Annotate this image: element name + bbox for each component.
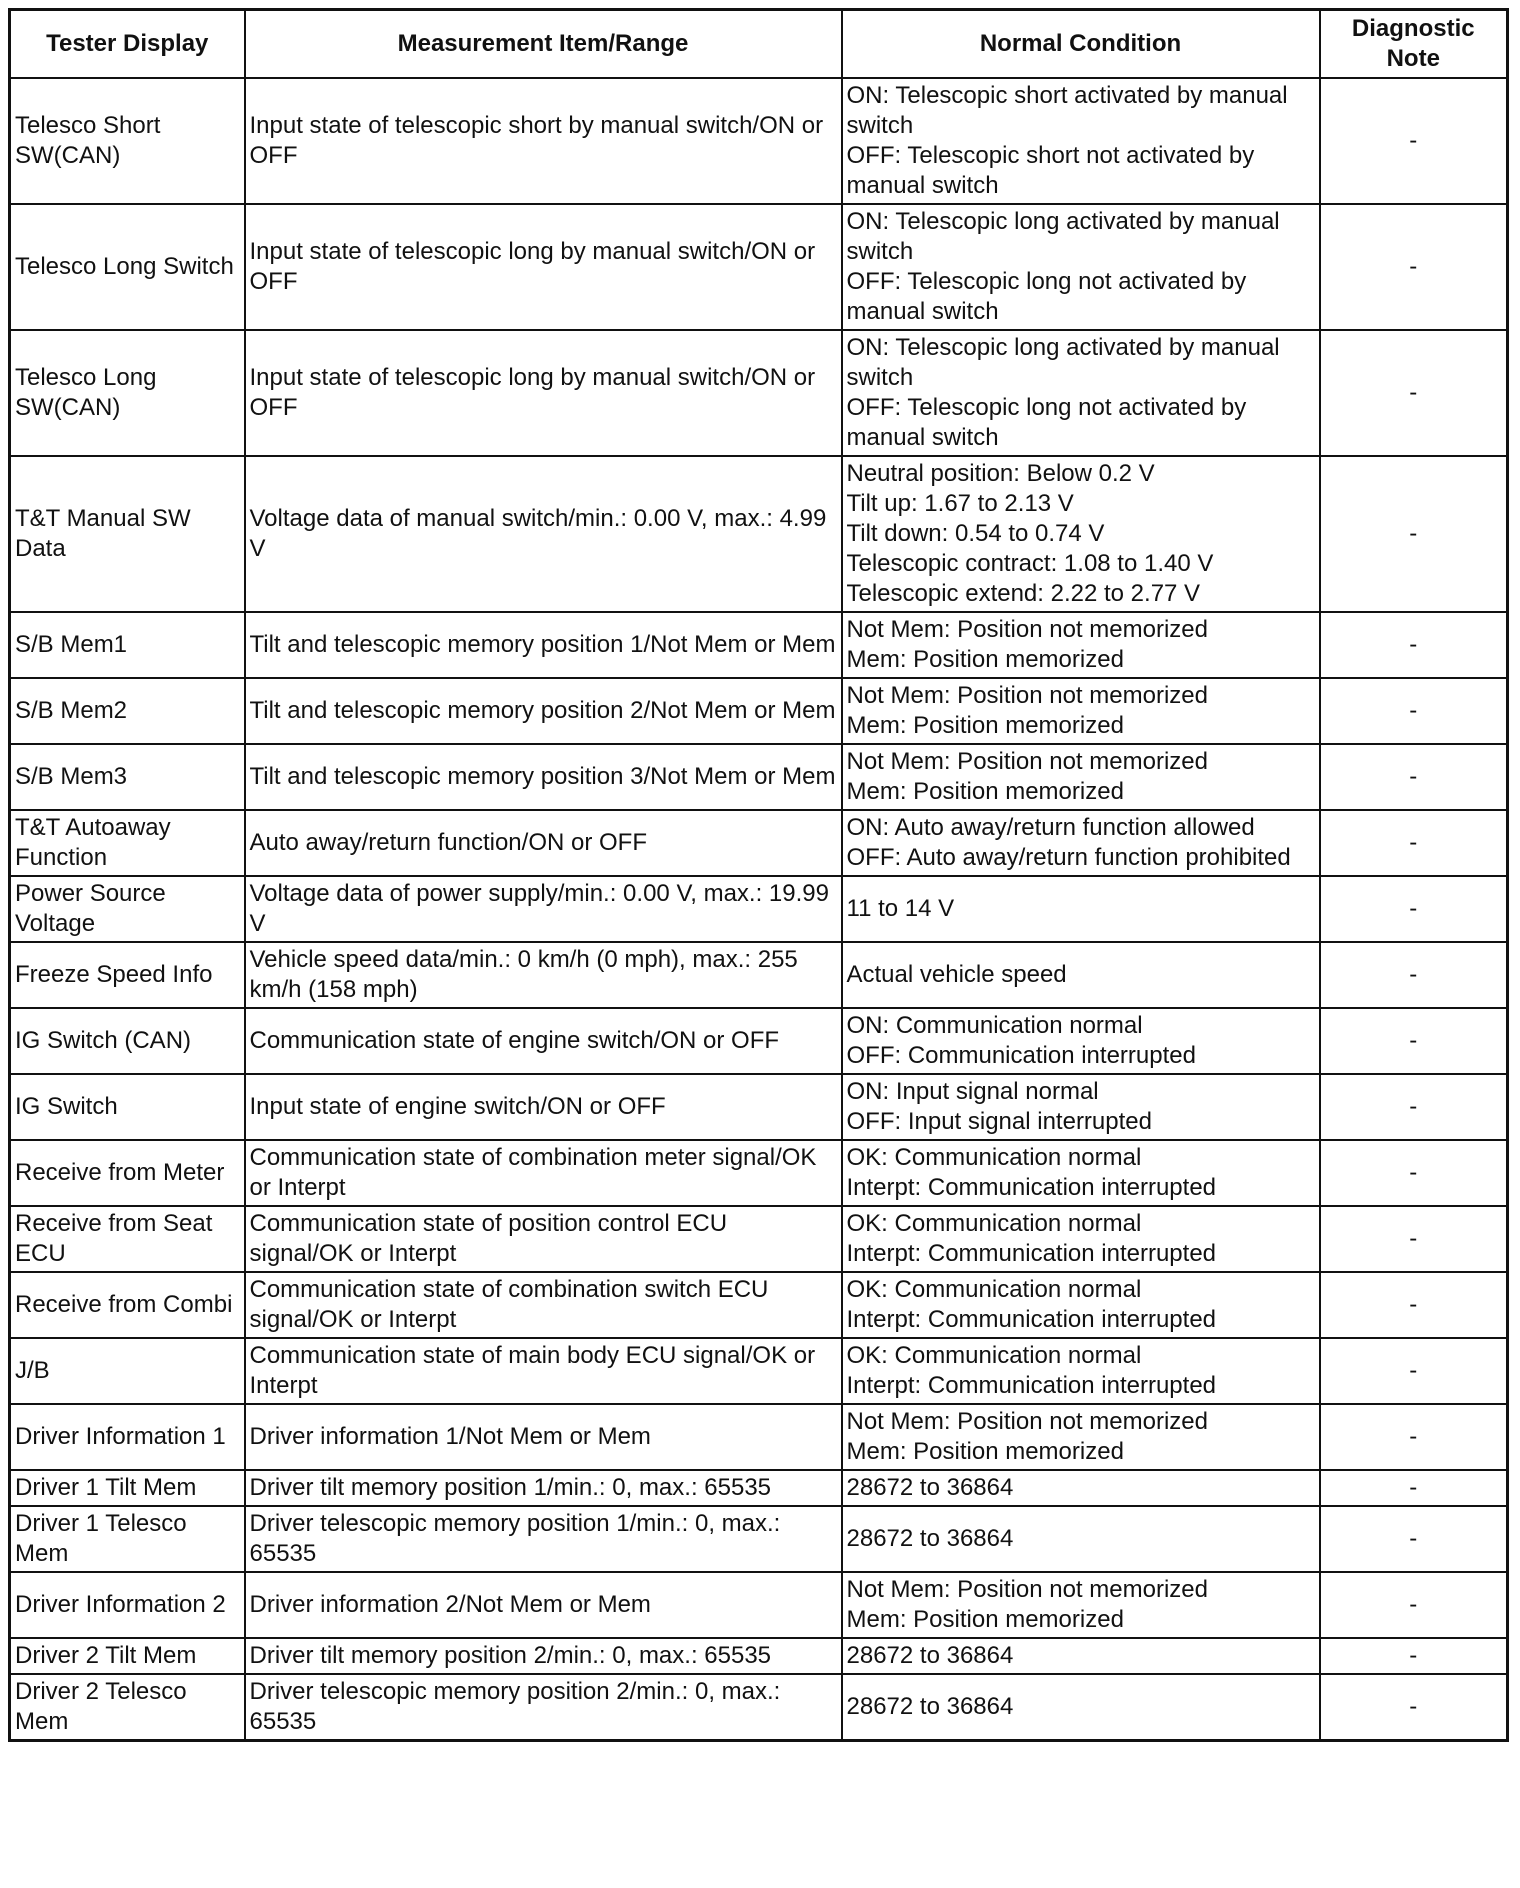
diagnostic-note-cell: - [1320, 204, 1508, 330]
diagnostic-note-cell: - [1320, 1206, 1508, 1272]
data-list-sheet [8, 8, 1506, 1742]
normal-condition-cell [842, 1506, 1320, 1572]
normal-condition-line: Tilt down: 0.54 to 0.74 V [846, 520, 1105, 547]
normal-condition-line: Mem: Position memorized [846, 1438, 1124, 1465]
tester-display-cell: Driver 2 Telesco Mem [10, 1674, 245, 1741]
measurement-item-cell: Auto away/return function/ON or OFF [245, 810, 842, 876]
tester-display-cell: Telesco Long SW(CAN) [10, 330, 245, 456]
table-row [10, 1206, 1508, 1272]
normal-condition-line: Neutral position: Below 0.2 V [846, 460, 1155, 487]
normal-condition-line: OFF: Communication interrupted [846, 1042, 1196, 1069]
normal-condition-line: Not Mem: Position not memorized [846, 1408, 1208, 1435]
normal-condition-line: 28672 to 36864 [846, 1474, 1014, 1501]
measurement-item-cell: Input state of telescopic long by manual switch/ON or OFF [245, 330, 842, 456]
table-row [10, 744, 1508, 810]
diagnostic-note-cell: - [1320, 1674, 1508, 1741]
measurement-item-cell: Voltage data of manual switch/min.: 0.00 V, max.: 4.99 V [245, 456, 842, 612]
normal-condition-cell [842, 1572, 1320, 1638]
table-row [10, 678, 1508, 744]
tester-display-cell: Driver Information 2 [10, 1572, 245, 1638]
table-row [10, 942, 1508, 1008]
tester-display-cell: Driver 2 Tilt Mem [10, 1638, 245, 1674]
table-row [10, 1470, 1508, 1506]
normal-condition-line: OFF: Input signal interrupted [846, 1108, 1152, 1135]
tester-display-cell: T&T Autoaway Function [10, 810, 245, 876]
normal-condition-line: Not Mem: Position not memorized [846, 616, 1208, 643]
normal-condition-line: ON: Telescopic long activated by manual switch [846, 208, 1280, 265]
normal-condition-line: Interpt: Communication interrupted [846, 1306, 1217, 1333]
diagnostic-note-cell: - [1320, 1404, 1508, 1470]
normal-condition-cell [842, 1206, 1320, 1272]
normal-condition-line: Mem: Position memorized [846, 712, 1124, 739]
measurement-item-cell: Communication state of main body ECU signal/OK or Interpt [245, 1338, 842, 1404]
normal-condition-line: Actual vehicle speed [846, 961, 1067, 988]
table-row [10, 1008, 1508, 1074]
tester-display-cell: J/B [10, 1338, 245, 1404]
measurement-item-cell: Driver telescopic memory position 1/min.: 0, max.: 65535 [245, 1506, 842, 1572]
normal-condition-cell [842, 1008, 1320, 1074]
measurement-item-cell: Driver tilt memory position 1/min.: 0, max.: 65535 [245, 1470, 842, 1506]
diagnostic-note-cell: - [1320, 1008, 1508, 1074]
normal-condition-cell [842, 330, 1320, 456]
measurement-item-cell: Communication state of combination switch ECU signal/OK or Interpt [245, 1272, 842, 1338]
normal-condition-line: OFF: Telescopic long not activated by manual switch [846, 394, 1247, 451]
normal-condition-line: Interpt: Communication interrupted [846, 1372, 1217, 1399]
table-row [10, 1074, 1508, 1140]
diagnostic-note-cell: - [1320, 1074, 1508, 1140]
diagnostic-note-cell: - [1320, 1638, 1508, 1674]
table-header [10, 10, 1508, 79]
tester-display-cell: S/B Mem3 [10, 744, 245, 810]
measurement-item-cell: Tilt and telescopic memory position 2/Not Mem or Mem [245, 678, 842, 744]
tester-display-cell: Driver Information 1 [10, 1404, 245, 1470]
measurement-item-cell: Voltage data of power supply/min.: 0.00 V, max.: 19.99 V [245, 876, 842, 942]
diagnostic-note-cell: - [1320, 1272, 1508, 1338]
normal-condition-line: ON: Telescopic short activated by manual switch [846, 82, 1288, 139]
measurement-item-cell: Driver information 2/Not Mem or Mem [245, 1572, 842, 1638]
data-list-table [8, 8, 1509, 1742]
diagnostic-note-cell: - [1320, 1140, 1508, 1206]
normal-condition-line: OK: Communication normal [846, 1210, 1142, 1237]
table-row [10, 1572, 1508, 1638]
normal-condition-cell [842, 810, 1320, 876]
measurement-item-cell: Communication state of engine switch/ON or OFF [245, 1008, 842, 1074]
table-row [10, 1338, 1508, 1404]
diagnostic-note-cell: - [1320, 1506, 1508, 1572]
normal-condition-line: ON: Input signal normal [846, 1078, 1099, 1105]
normal-condition-cell [842, 942, 1320, 1008]
normal-condition-line: Tilt up: 1.67 to 2.13 V [846, 490, 1074, 517]
tester-display-cell: Driver 1 Tilt Mem [10, 1470, 245, 1506]
table-row [10, 612, 1508, 678]
normal-condition-line: 28672 to 36864 [846, 1525, 1014, 1552]
normal-condition-cell [842, 204, 1320, 330]
normal-condition-line: Telescopic contract: 1.08 to 1.40 V [846, 550, 1214, 577]
normal-condition-line: OK: Communication normal [846, 1144, 1142, 1171]
tester-display-cell: IG Switch (CAN) [10, 1008, 245, 1074]
normal-condition-line: Telescopic extend: 2.22 to 2.77 V [846, 580, 1201, 607]
normal-condition-line: OK: Communication normal [846, 1276, 1142, 1303]
measurement-item-cell: Driver tilt memory position 2/min.: 0, max.: 65535 [245, 1638, 842, 1674]
normal-condition-line: Mem: Position memorized [846, 646, 1124, 673]
normal-condition-line: Mem: Position memorized [846, 1606, 1124, 1633]
normal-condition-line: Mem: Position memorized [846, 778, 1124, 805]
diagnostic-note-cell: - [1320, 456, 1508, 612]
diagnostic-note-cell: - [1320, 78, 1508, 204]
normal-condition-line: Interpt: Communication interrupted [846, 1240, 1217, 1267]
tester-display-cell: Receive from Seat ECU [10, 1206, 245, 1272]
normal-condition-line: ON: Auto away/return function allowed [846, 814, 1255, 841]
measurement-item-cell: Input state of engine switch/ON or OFF [245, 1074, 842, 1140]
normal-condition-line: Not Mem: Position not memorized [846, 1576, 1208, 1603]
diagnostic-note-cell: - [1320, 744, 1508, 810]
diagnostic-note-cell: - [1320, 678, 1508, 744]
tester-display-cell: Receive from Combi [10, 1272, 245, 1338]
header-diagnostic-note: Diagnostic Note [1320, 10, 1508, 79]
header-measurement-item: Measurement Item/Range [245, 10, 842, 79]
normal-condition-line: OK: Communication normal [846, 1342, 1142, 1369]
normal-condition-cell [842, 744, 1320, 810]
diagnostic-note-cell: - [1320, 330, 1508, 456]
diagnostic-note-cell: - [1320, 1470, 1508, 1506]
measurement-item-cell: Driver telescopic memory position 2/min.: 0, max.: 65535 [245, 1674, 842, 1741]
tester-display-cell: S/B Mem1 [10, 612, 245, 678]
tester-display-cell: T&T Manual SW Data [10, 456, 245, 612]
diagnostic-note-cell: - [1320, 942, 1508, 1008]
table-row [10, 1674, 1508, 1741]
normal-condition-cell [842, 876, 1320, 942]
normal-condition-cell [842, 1074, 1320, 1140]
measurement-item-cell: Communication state of position control ECU signal/OK or Interpt [245, 1206, 842, 1272]
table-row [10, 330, 1508, 456]
table-row [10, 876, 1508, 942]
tester-display-cell: IG Switch [10, 1074, 245, 1140]
normal-condition-line: 28672 to 36864 [846, 1693, 1014, 1720]
normal-condition-line: ON: Telescopic long activated by manual switch [846, 334, 1280, 391]
normal-condition-line: Not Mem: Position not memorized [846, 682, 1208, 709]
diagnostic-note-cell: - [1320, 1338, 1508, 1404]
tester-display-cell: Power Source Voltage [10, 876, 245, 942]
normal-condition-cell [842, 1404, 1320, 1470]
diagnostic-note-cell: - [1320, 876, 1508, 942]
diagnostic-note-cell: - [1320, 1572, 1508, 1638]
normal-condition-cell [842, 456, 1320, 612]
normal-condition-cell [842, 1638, 1320, 1674]
normal-condition-cell [842, 1140, 1320, 1206]
diagnostic-note-cell: - [1320, 810, 1508, 876]
normal-condition-line: OFF: Auto away/return function prohibited [846, 844, 1291, 871]
table-row [10, 810, 1508, 876]
header-normal-condition: Normal Condition [842, 10, 1320, 79]
table-row [10, 78, 1508, 204]
normal-condition-cell [842, 612, 1320, 678]
normal-condition-line: 28672 to 36864 [846, 1642, 1014, 1669]
table-row [10, 1272, 1508, 1338]
diagnostic-note-cell: - [1320, 612, 1508, 678]
measurement-item-cell: Communication state of combination meter signal/OK or Interpt [245, 1140, 842, 1206]
tester-display-cell: Freeze Speed Info [10, 942, 245, 1008]
table-row [10, 1404, 1508, 1470]
tester-display-cell: Driver 1 Telesco Mem [10, 1506, 245, 1572]
normal-condition-cell [842, 678, 1320, 744]
measurement-item-cell: Input state of telescopic short by manual switch/ON or OFF [245, 78, 842, 204]
table-row [10, 204, 1508, 330]
normal-condition-line: ON: Communication normal [846, 1012, 1143, 1039]
table-row [10, 1140, 1508, 1206]
normal-condition-cell [842, 1674, 1320, 1741]
tester-display-cell: Receive from Meter [10, 1140, 245, 1206]
normal-condition-cell [842, 1338, 1320, 1404]
tester-display-cell: S/B Mem2 [10, 678, 245, 744]
normal-condition-line: OFF: Telescopic long not activated by manual switch [846, 268, 1247, 325]
table-row [10, 1638, 1508, 1674]
normal-condition-cell [842, 1272, 1320, 1338]
tester-display-cell: Telesco Long Switch [10, 204, 245, 330]
measurement-item-cell: Tilt and telescopic memory position 3/Not Mem or Mem [245, 744, 842, 810]
normal-condition-cell [842, 78, 1320, 204]
normal-condition-line: Interpt: Communication interrupted [846, 1174, 1217, 1201]
table-row [10, 456, 1508, 612]
normal-condition-line: 11 to 14 V [846, 895, 955, 922]
measurement-item-cell: Input state of telescopic long by manual switch/ON or OFF [245, 204, 842, 330]
normal-condition-line: Not Mem: Position not memorized [846, 748, 1208, 775]
measurement-item-cell: Driver information 1/Not Mem or Mem [245, 1404, 842, 1470]
measurement-item-cell: Tilt and telescopic memory position 1/Not Mem or Mem [245, 612, 842, 678]
header-row [10, 10, 1508, 79]
tester-display-cell: Telesco Short SW(CAN) [10, 78, 245, 204]
table-body [10, 78, 1508, 1741]
header-tester-display: Tester Display [10, 10, 245, 79]
measurement-item-cell: Vehicle speed data/min.: 0 km/h (0 mph), max.: 255 km/h (158 mph) [245, 942, 842, 1008]
normal-condition-cell [842, 1470, 1320, 1506]
normal-condition-line: OFF: Telescopic short not activated by manual switch [846, 142, 1255, 199]
table-row [10, 1506, 1508, 1572]
